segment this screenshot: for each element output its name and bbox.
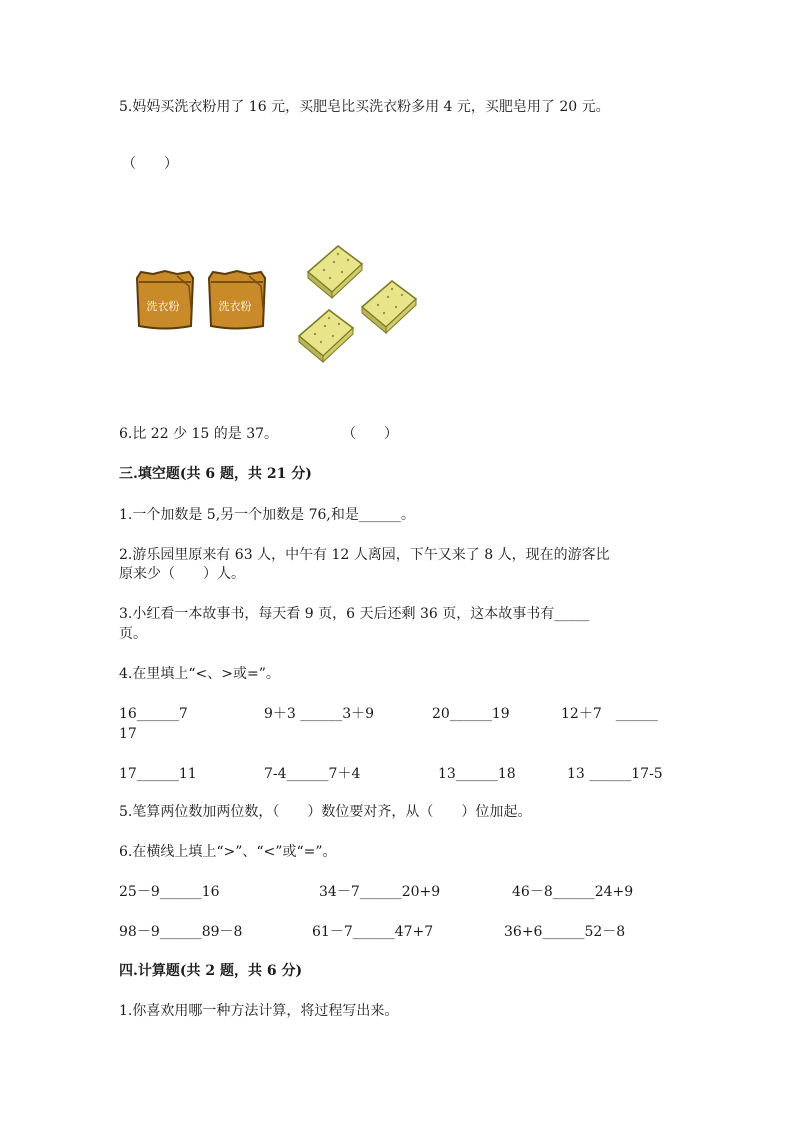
s3-q4-r1-c2: 9＋3 ______3＋9 <box>264 706 375 722</box>
s3-q2-line2: 原来少（ ）人。 <box>119 566 245 582</box>
s3-q3-line2: 页。 <box>119 626 147 642</box>
s3-q4-r2-c2: 7-4______7＋4 <box>264 766 361 782</box>
s3-q4-r2-c3: 13______18 <box>438 766 516 782</box>
s3-q6-r2-c2: 61－7______47+7 <box>312 924 434 940</box>
judge-q6-answer-blank[interactable]: （ ） <box>342 426 398 442</box>
s3-q2-line1: 2.游乐园里原来有 63 人，中午有 12 人离园，下午又来了 8 人，现在的游客比 <box>119 547 610 563</box>
bag-label-1: 洗衣粉 <box>146 300 180 313</box>
s3-q3-line1: 3.小红看一本故事书，每天看 9 页，6 天后还剩 36 页，这本故事书有_____ <box>119 606 590 622</box>
detergent-bag-2 <box>205 268 269 336</box>
judge-q5-text: 5.妈妈买洗衣粉用了 16 元，买肥皂比买洗衣粉多用 4 元，买肥皂用了 20 元。 <box>119 99 610 115</box>
soap-bar-2 <box>358 277 420 339</box>
s3-q4-r1-wrap: 17 <box>119 726 137 742</box>
soap-bar-1 <box>304 242 366 304</box>
s3-q5: 5.笔算两位数加两位数，（ ）数位要对齐，从（ ）位加起。 <box>119 804 532 820</box>
s3-q6-r1-c3: 46－8______24+9 <box>512 884 634 900</box>
s3-q6-r2-c1: 98－9______89－8 <box>119 924 243 940</box>
detergent-bag-1 <box>133 268 197 336</box>
s3-q6-text: 6.在横线上填上“>”、“<”或“=”。 <box>119 844 337 860</box>
s3-q6-r1-c1: 25－9______16 <box>119 884 220 900</box>
s4-q1: 1.你喜欢用哪一种方法计算，将过程写出来。 <box>119 1003 399 1019</box>
s3-q4-text: 4.在里填上“<、>或=”。 <box>119 666 280 682</box>
judge-q6-text: 6.比 22 少 15 的是 37。 <box>119 426 279 442</box>
soap-bar-3 <box>295 306 357 368</box>
s3-q1: 1.一个加数是 5,另一个加数是 76,和是______。 <box>119 507 415 523</box>
s3-q4-r1-c4: 12＋7 ______ <box>561 706 658 722</box>
s3-q4-r1-c3: 20______19 <box>432 706 510 722</box>
bag-label-2: 洗衣粉 <box>218 300 252 313</box>
s3-q6-r1-c2: 34－7______20+9 <box>319 884 441 900</box>
s3-q4-r2-c1: 17______11 <box>119 766 197 782</box>
section3-title: 三.填空题(共 6 题，共 21 分) <box>119 466 312 482</box>
section4-title: 四.计算题(共 2 题，共 6 分) <box>119 963 303 979</box>
s3-q4-r1-c1: 16______7 <box>119 706 188 722</box>
judge-q5-answer-blank[interactable]: （ ） <box>122 156 178 172</box>
s3-q4-r2-c4: 13 ______17-5 <box>567 766 663 782</box>
s3-q6-r2-c3: 36+6______52－8 <box>504 924 626 940</box>
